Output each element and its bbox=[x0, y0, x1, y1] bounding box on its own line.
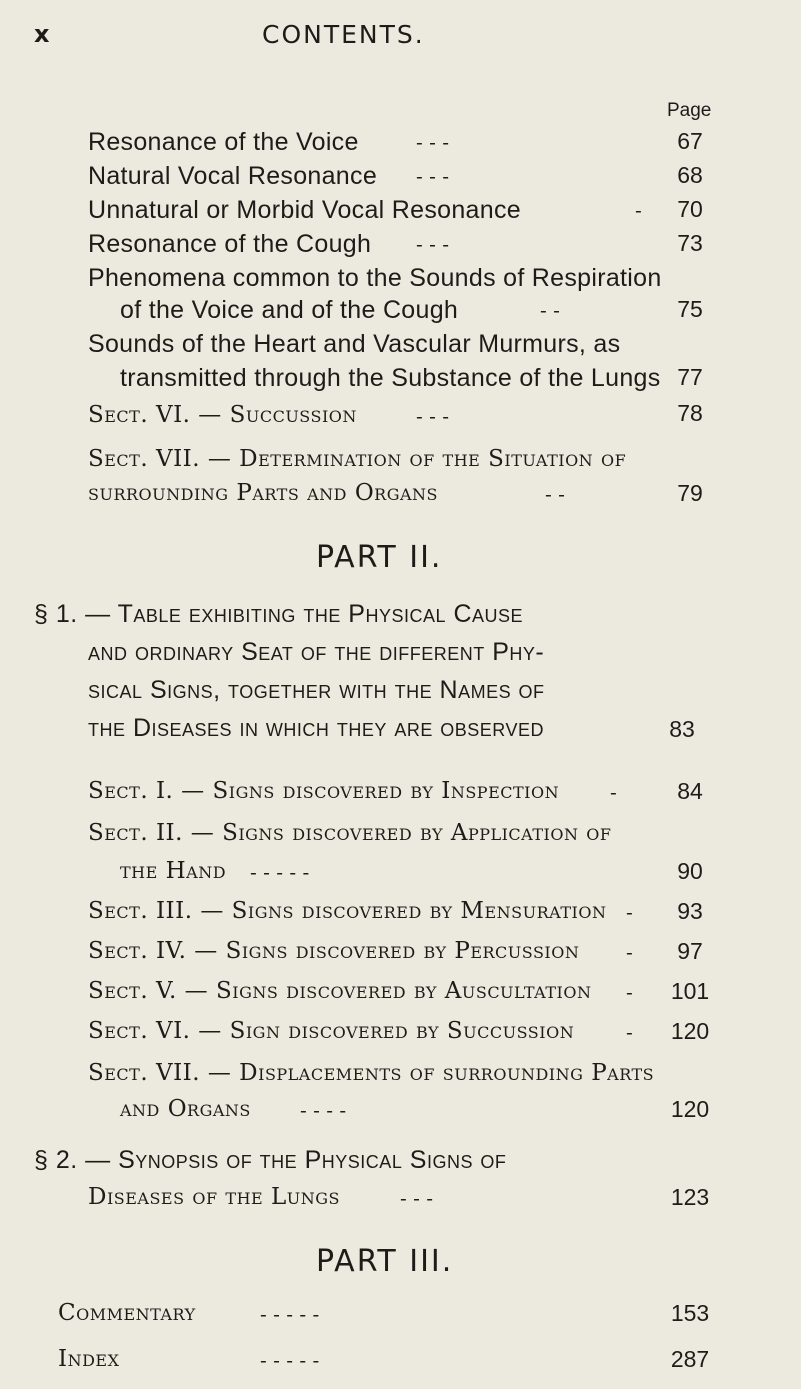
leader-dots: - - - - bbox=[300, 1098, 347, 1122]
page-header bbox=[0, 12, 801, 52]
page-ref: 70 bbox=[677, 196, 703, 222]
page-ref: 83 bbox=[669, 716, 695, 742]
section1-line2: and ordinary Seat of the different Phy- bbox=[88, 638, 545, 666]
page-ref: 97 bbox=[677, 938, 703, 964]
section1-line1: § 1. — Table exhibiting the Physical Cause bbox=[34, 600, 524, 628]
toc-entry-sect4-percussion: Sect. IV. — Signs discovered by Percussion bbox=[88, 938, 580, 964]
toc-entry-sect1-inspection: Sect. I. — Signs discovered by Inspection bbox=[88, 778, 560, 804]
page-ref: 287 bbox=[670, 1346, 710, 1372]
page-ref: 101 bbox=[670, 978, 710, 1004]
toc-entry-sect3-mensuration: Sect. III. — Signs discovered by Mensuration bbox=[88, 898, 607, 924]
toc-entry-sect2-line1: Sect. II. — Signs discovered by Application of bbox=[88, 820, 612, 846]
toc-entry-commentary: Commentary bbox=[58, 1300, 196, 1326]
leader-dots: - bbox=[626, 900, 633, 924]
page-ref: 123 bbox=[670, 1184, 710, 1210]
running-title: CONTENTS. bbox=[262, 20, 425, 49]
leader-dots: - bbox=[635, 198, 642, 222]
leader-dots: - - bbox=[540, 298, 560, 322]
toc-entry-sect2-line2: the Hand bbox=[120, 858, 227, 884]
leader-dots: - - - - - bbox=[250, 860, 310, 884]
page-ref: 68 bbox=[677, 162, 703, 188]
toc-entry-sect7-line2: and Organs bbox=[120, 1096, 251, 1122]
section2-line1: § 2. — Synopsis of the Physical Signs of bbox=[34, 1146, 507, 1174]
toc-entry-heart-sounds-line2: transmitted through the Substance of the Lungs bbox=[120, 364, 661, 392]
part-heading: PART II. bbox=[316, 540, 443, 575]
toc-entry-sect6-succussion: Sect. VI. — Succussion bbox=[88, 402, 357, 428]
toc-entry-heart-sounds-line1: Sounds of the Heart and Vascular Murmurs, as bbox=[88, 330, 621, 358]
toc-entry-index: Index bbox=[58, 1346, 120, 1372]
toc-entry-natural-vocal-resonance: Natural Vocal Resonance bbox=[88, 162, 378, 190]
page-ref: 79 bbox=[677, 480, 703, 506]
leader-dots: - - - bbox=[416, 404, 449, 428]
leader-dots: - bbox=[610, 780, 617, 804]
section1-line3: sical Signs, together with the Names of bbox=[88, 676, 545, 704]
page-ref: 75 bbox=[677, 296, 703, 322]
leader-dots: - - - bbox=[400, 1186, 433, 1210]
toc-entry-resonance-cough: Resonance of the Cough bbox=[88, 230, 372, 258]
leader-dots: - - - bbox=[416, 232, 449, 256]
page-ref: 84 bbox=[677, 778, 703, 804]
leader-dots: - bbox=[626, 1020, 633, 1044]
page-ref: 120 bbox=[670, 1096, 710, 1122]
page-ref: 73 bbox=[677, 230, 703, 256]
page-ref: 93 bbox=[677, 898, 703, 924]
toc-entry-resonance-voice: Resonance of the Voice bbox=[88, 128, 359, 156]
page-ref: 77 bbox=[677, 364, 703, 390]
toc-entry-sect7-line1: Sect. VII. — Displacements of surrounding Parts bbox=[88, 1060, 655, 1086]
toc-entry-unnatural-vocal-resonance: Unnatural or Morbid Vocal Resonance bbox=[88, 196, 521, 224]
leader-dots: - - bbox=[545, 482, 565, 506]
page-ref: 67 bbox=[677, 128, 703, 154]
leader-dots: - - - bbox=[416, 164, 449, 188]
toc-entry-sect5-auscultation: Sect. V. — Signs discovered by Auscultation bbox=[88, 978, 592, 1004]
part-heading: PART III. bbox=[316, 1244, 454, 1279]
page-ref: 78 bbox=[677, 400, 703, 426]
page-ref: 90 bbox=[677, 858, 703, 884]
leader-dots: - - - - - bbox=[260, 1348, 320, 1372]
page-ref: 153 bbox=[670, 1300, 710, 1326]
leader-dots: - bbox=[626, 980, 633, 1004]
leader-dots: - bbox=[626, 940, 633, 964]
toc-entry-sect6-succussion-sign: Sect. VI. — Sign discovered by Succussion bbox=[88, 1018, 575, 1044]
page-column-label: Page bbox=[667, 100, 712, 121]
toc-entry-phenomena-line1: Phenomena common to the Sounds of Respiration bbox=[88, 264, 662, 292]
leader-dots: - - - bbox=[416, 130, 449, 154]
section1-line4: the Diseases in which they are observed bbox=[88, 714, 544, 742]
toc-entry-sect7-line1: Sect. VII. — Determination of the Situation of bbox=[88, 446, 627, 472]
toc-entry-phenomena-line2: of the Voice and of the Cough bbox=[120, 296, 459, 324]
page-number: x bbox=[34, 20, 50, 48]
toc-entry-sect7-line2: surrounding Parts and Organs bbox=[88, 480, 439, 506]
leader-dots: - - - - - bbox=[260, 1302, 320, 1326]
section2-line2: Diseases of the Lungs bbox=[88, 1184, 341, 1210]
page-ref: 120 bbox=[670, 1018, 710, 1044]
